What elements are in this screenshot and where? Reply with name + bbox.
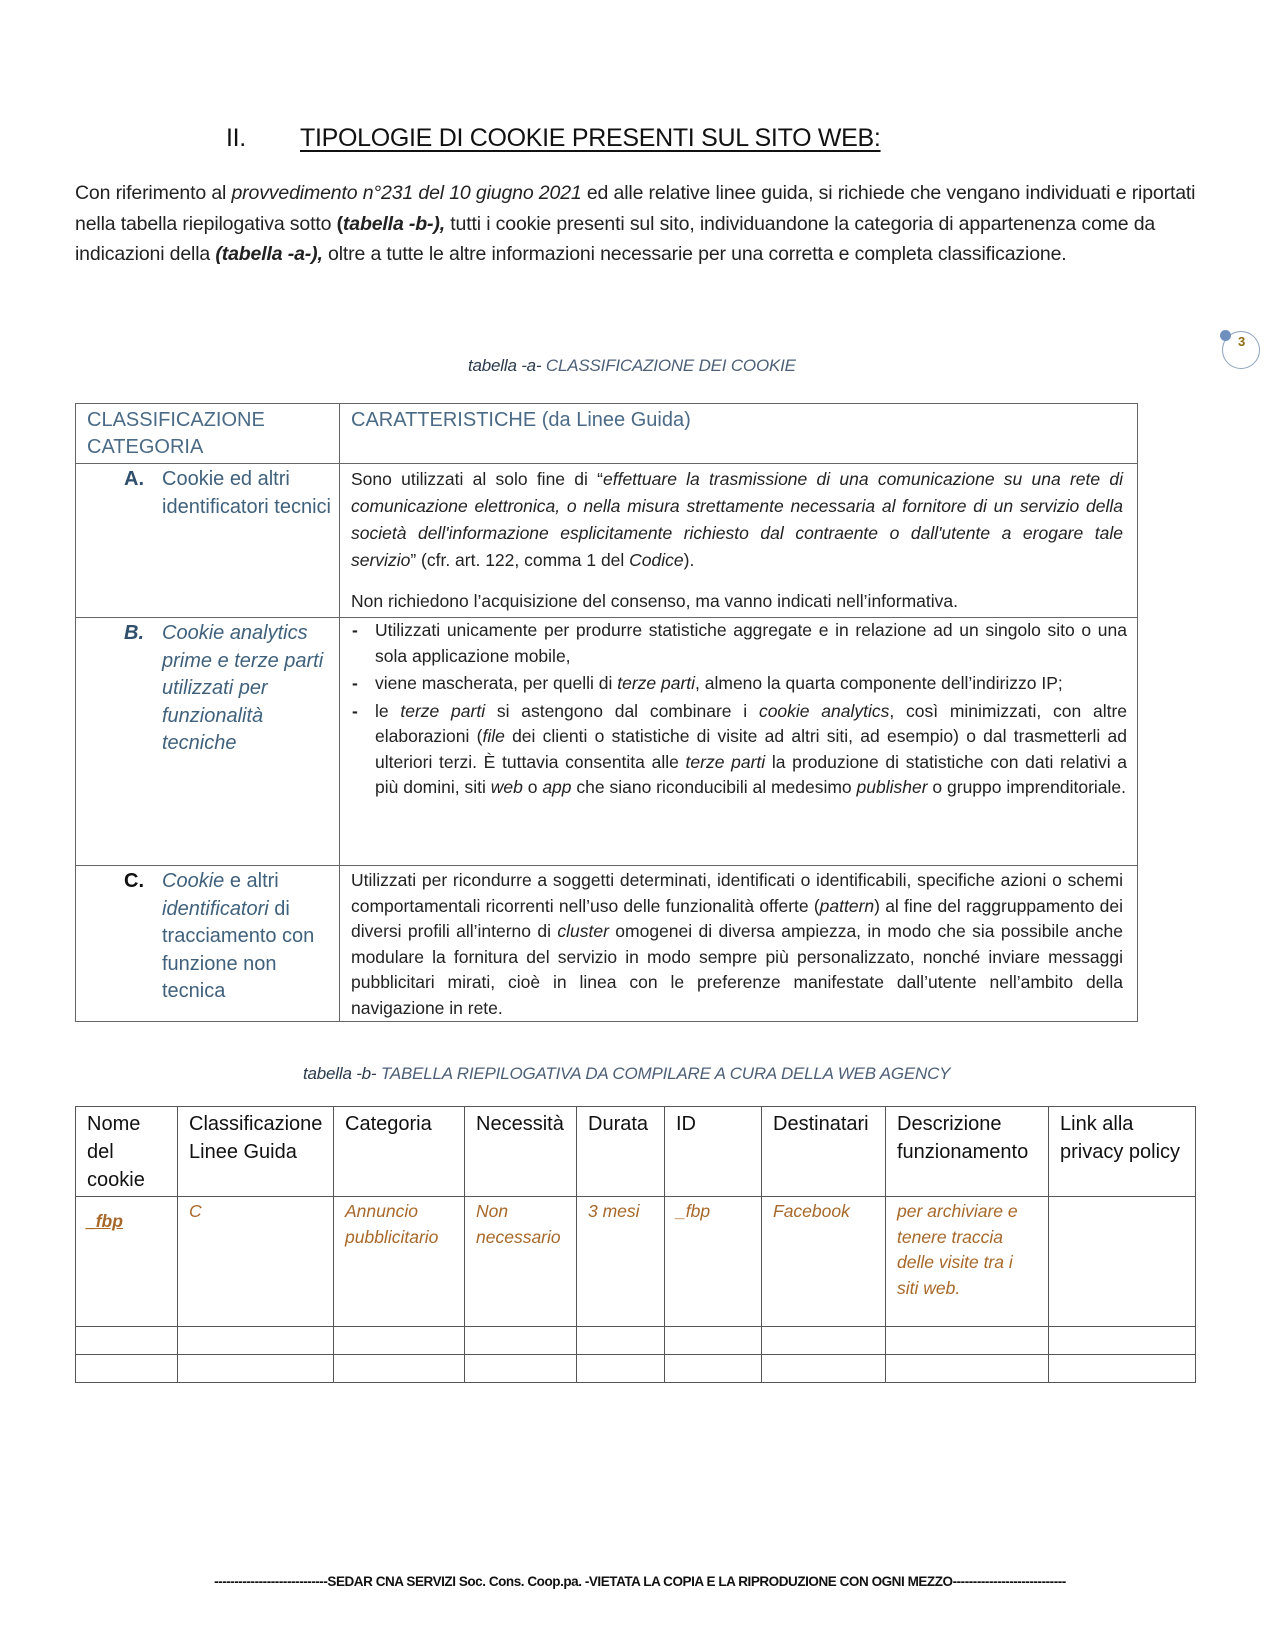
description-c: Utilizzati per ricondurre a soggetti determinati, identificati o identificabili, specifiche azioni o schemi comportamentali ricorrenti nell’uso delle funzionalità offerte (pattern) al fine del raggruppamento dei diversi profili all’interno di cluster omogenei di diversa ampiezza, in modo che sia possibile anche modulare la fornitura del servizio in modo sempre più personalizzato, nonché inviare messaggi pubblicitari mirati, cioè in linea con le preferenze manifestate dall’utente nell’ambito della navigazione in rete. — [351, 870, 1123, 1018]
header-necessita: Necessità — [465, 1107, 577, 1197]
header-durata: Durata — [577, 1107, 665, 1197]
description-a: Sono utilizzati al solo fine di “effettuare la trasmissione di una comunicazione su una rete di comunicazione elettronica, o nella misura strettamente necessaria al fornitore di un servizio della società dell'informazione esplicitamente richiesto dal contraente o dall'utente a erogare tale servizio” (cfr. art. 122, comma 1 del Codice). Non richiedono l’acquisizione del consenso, ma vanno indicati nell’informativa. — [340, 464, 1137, 615]
header-classificazione: Classificazione Linee Guida — [178, 1107, 334, 1197]
page-footer: ----------------------------SEDAR CNA SERVIZI Soc. Cons. Coop.pa. -VIETATA LA COPIA E LA RIPRODUZIONE CON OGNI MEZZO---------------------------- — [214, 1574, 1066, 1589]
category-label: Cookie ed altri identificatori tecnici — [162, 468, 331, 518]
empty-cell — [577, 1327, 665, 1355]
caption-prefix: tabella -a- — [468, 356, 542, 375]
category-label: Cookie analytics prime e terze parti utilizzati per funzionalità tecniche — [162, 622, 324, 754]
empty-cell — [334, 1327, 465, 1355]
empty-cell — [76, 1355, 178, 1383]
empty-cell — [465, 1355, 577, 1383]
intro-ref-tabella-b: tabella -b-), — [342, 212, 445, 235]
table-row-c — [76, 866, 1138, 1022]
intro-text: Con riferimento al — [75, 182, 232, 204]
empty-cell — [665, 1355, 762, 1383]
cell-descrizione: per archiviare e tenere traccia delle visite tra i siti web. — [886, 1197, 1049, 1327]
page-number: 3 — [1238, 334, 1246, 349]
header-caratteristiche: CARATTERISTICHE (da Linee Guida) — [340, 404, 1138, 464]
empty-cell — [886, 1355, 1049, 1383]
list-item: - le terze parti si astengono dal combinare i cookie analytics, così minimizzati, con altre elaborazioni (file dei clienti o statistiche di visite ad altri siti, ad esempio) o dal trasmetterli ad ulteriori terzi. È tuttavia consentita alle terze parti la produzione di statistiche con dati relativi a più domini, siti web o app che siano riconducibili al medesimo publisher o gruppo imprenditoriale. — [351, 699, 1127, 801]
list-item: - viene mascherata, per quelli di terze parti, almeno la quarta componente dell’indirizzo IP; — [351, 671, 1127, 697]
cell-id: _fbp — [665, 1197, 762, 1327]
consent-note: Non richiedono l’acquisizione del consenso, ma vanno indicati nell’informativa. — [351, 591, 959, 611]
category-c — [76, 866, 339, 1006]
empty-cell — [1049, 1327, 1196, 1355]
cell-destinatari: Facebook — [762, 1197, 886, 1327]
header-classificazione: CLASSIFICAZIONE CATEGORIA — [76, 404, 340, 464]
category-b — [76, 618, 339, 758]
section-title: TIPOLOGIE DI COOKIE PRESENTI SUL SITO WEB: — [300, 124, 881, 152]
cell-link-privacy — [1049, 1197, 1196, 1327]
header-link-privacy: Link alla privacy policy — [1049, 1107, 1196, 1197]
empty-cell — [886, 1327, 1049, 1355]
table-a-classificazione — [75, 403, 1138, 1022]
caption-title: TABELLA RIEPILOGATIVA DA COMPILARE A CURA DELLA WEB AGENCY — [376, 1064, 951, 1083]
intro-provvedimento: provvedimento n°231 del 10 giugno 2021 — [231, 182, 582, 204]
cell-classificazione: C — [178, 1197, 334, 1327]
table-row-b — [76, 618, 1138, 866]
section-heading — [226, 124, 881, 153]
intro-ref-tabella-a: (tabella -a-), — [215, 243, 323, 265]
empty-cell — [334, 1355, 465, 1383]
category-letter: A. — [124, 468, 144, 490]
description-b-list — [340, 618, 1137, 801]
empty-cell — [762, 1355, 886, 1383]
intro-paragraph — [75, 178, 1205, 270]
table-header-row — [76, 1107, 1196, 1197]
empty-cell — [178, 1327, 334, 1355]
cell-nome-cookie[interactable]: _fbp — [76, 1197, 178, 1327]
cell-durata: 3 mesi — [577, 1197, 665, 1327]
header-id: ID — [665, 1107, 762, 1197]
empty-cell — [1049, 1355, 1196, 1383]
intro-text: oltre a tutte le altre informazioni necessarie per una corretta e completa classificazione. — [322, 243, 1067, 265]
intro-text: tutti i cookie presenti sul sito, individuandone la categoria di appartenenza come da indicazioni della — [75, 212, 1156, 265]
empty-cell — [577, 1355, 665, 1383]
header-categoria: Categoria — [334, 1107, 465, 1197]
table-row-a — [76, 464, 1138, 618]
table-row-empty — [76, 1327, 1196, 1355]
empty-cell — [178, 1355, 334, 1383]
cell-categoria: Annuncio pubblicitario — [334, 1197, 465, 1327]
intro-text: ed alle relative linee guida, si richiede che vengano individuati e riportati nella tabella riepilogativa sotto — [75, 182, 1196, 235]
empty-cell — [665, 1327, 762, 1355]
category-letter: C. — [124, 870, 144, 892]
table-a-caption — [468, 356, 796, 376]
category-a — [76, 464, 339, 521]
cell-necessita: Non necessario — [465, 1197, 577, 1327]
table-header-row — [76, 404, 1138, 464]
empty-cell — [762, 1327, 886, 1355]
header-nome-cookie: Nome del cookie — [76, 1107, 178, 1197]
list-item: - Utilizzati unicamente per produrre statistiche aggregate e in relazione ad un singolo sito o una sola applicazione mobile, — [351, 618, 1127, 669]
table-row — [76, 1197, 1196, 1327]
section-number: II. — [226, 124, 246, 152]
header-descrizione: Descrizione funzionamento — [886, 1107, 1049, 1197]
caption-prefix: tabella -b- — [303, 1064, 377, 1083]
table-row-empty — [76, 1355, 1196, 1383]
empty-cell — [76, 1327, 178, 1355]
header-destinatari: Destinatari — [762, 1107, 886, 1197]
table-b-riepilogativa — [75, 1106, 1196, 1383]
intro-paren: ( — [336, 212, 343, 235]
empty-cell — [465, 1327, 577, 1355]
category-label: Cookie e altri identificatori di tracciamento con funzione non tecnica — [162, 870, 315, 1002]
table-b-caption — [303, 1064, 950, 1084]
page-number-badge — [1222, 331, 1260, 369]
caption-title: CLASSIFICAZIONE DEI COOKIE — [541, 356, 796, 375]
badge-dot-icon — [1220, 330, 1231, 341]
category-letter: B. — [124, 622, 144, 644]
